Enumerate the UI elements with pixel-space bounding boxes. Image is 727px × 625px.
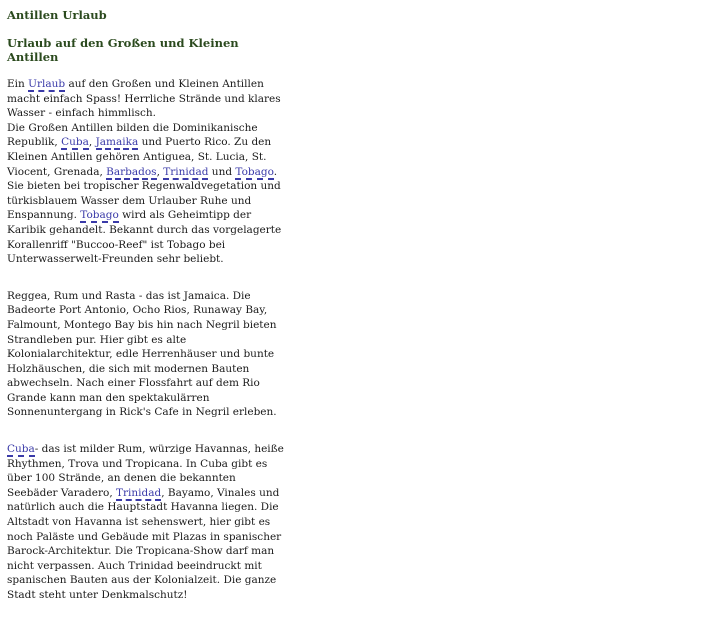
intro-paragraph [7,77,287,267]
text: Ein [7,78,29,90]
link-tobago-2[interactable]: Tobago [80,209,119,222]
page-title: Antillen Urlaub [7,8,107,22]
text: , [88,136,96,149]
text: wird als Geheimtipp der Karibik gehandelt. Bekannt durch das vorgelagerte Korallenriff "Buccoo-Reef" ist Tobago bei Unterwasserwelt-Freunden sehr beliebt. [7,209,282,266]
text: , [156,165,164,178]
text: auf den Großen und Kleinen Antillen macht einfach Spass! Herrliche Strände und klares Wasser - einfach himmlisch. [7,78,281,120]
link-jamaika[interactable]: Jamaika [95,136,139,149]
link-cuba[interactable]: Cuba [61,136,89,149]
content [7,8,287,625]
link-urlaub[interactable]: Urlaub [28,78,66,90]
link-trinidad-2[interactable]: Trinidad [116,486,162,499]
link-tobago[interactable]: Tobago [235,165,274,178]
text: , Bayamo, Vinales und natürlich auch die Hauptstadt Havanna liegen. Die Altstadt von Havanna ist sehenswert, hier gibt es noch Paläste und Gebäude mit Plazas in spanischer Barock-Architektur. Die Tropicana-Show darf man nicht verpassen. Auch Trinidad beeindruckt mit spanischen Bauten aus der Kolonialzeit. Die ganze Stadt steht unter Denkmalschutz! [7,486,282,601]
text: . Sie bieten bei tropischer Regenwaldvegetation und türkisblauem Wasser dem Urlauber Ruhe und Enspannung. [7,165,281,222]
link-barbados[interactable]: Barbados [106,165,157,178]
jamaica-paragraph: Reggea, Rum und Rasta - das ist Jamaica. Die Badeorte Port Antonio, Ocho Rios, Runaway Bay, Falmount, Montego Bay bis hin nach Negril bieten Strandleben pur. Hier gibt es alte Kolonialarchitektur, edle Herrenhäuser und bunte Holzhäuschen, die sich mit modernen Bauten abwechseln. Nach einer Flossfahrt auf dem Rio Grande kann man den spektakulärren Sonnenuntergang in Rick's Cafe in Negril erleben. [7,289,277,419]
text: - das ist milder Rum, würzige Havannas, heiße Rhythmen, Trova und Tropicana. In Cuba gibt es über 100 Strände, an denen die bekannten Seebäder Varadero, [7,443,284,499]
link-trinidad[interactable]: Trinidad [163,165,209,178]
text: Die Großen Antillen bilden die Dominikanische Republik, [7,121,258,149]
text: und Puerto Rico. Zu den Kleinen Antillen gehören Antiguea, St. Lucia, St. Viocent, Grenada, [7,136,272,178]
page-subtitle: Urlaub auf den Großen und Kleinen Antillen [7,36,239,64]
text: und [208,165,236,178]
cuba-paragraph [7,442,287,603]
link-cuba-2[interactable]: Cuba [7,443,35,456]
